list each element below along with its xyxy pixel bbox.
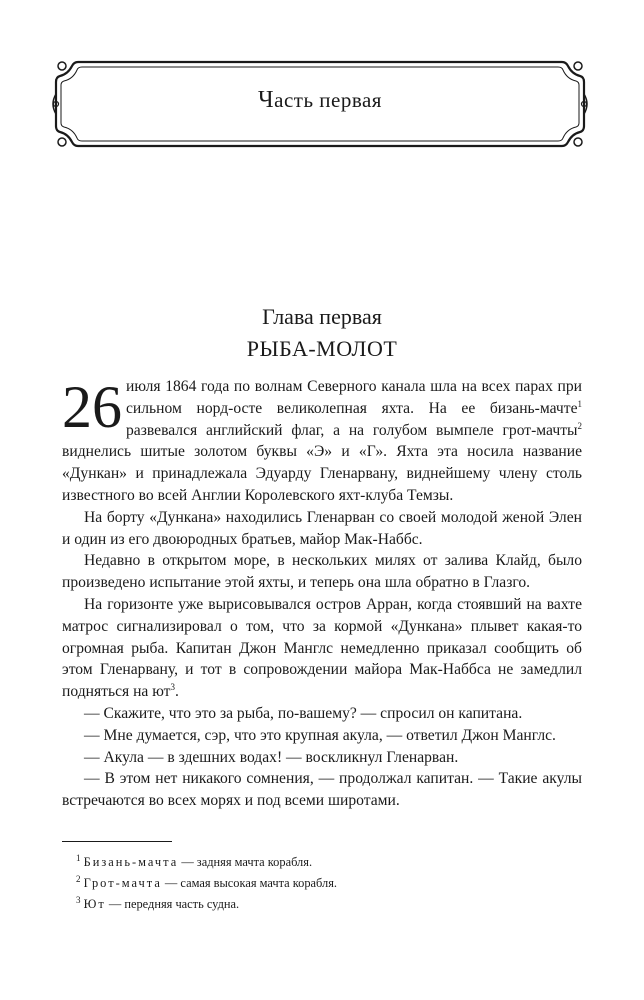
paragraph: 26 июля 1864 года по волнам Северного канала шла на всех парах при сильном норд-осте великолепная яхта. На ее бизань-мачте$^1$ развевался английский флаг, а на голубом вымпеле грот-мачты$^2$ виднелись шитые золотом буквы «Э» и «Г». Яхта эта носила название «Дункан» и принадлежала Эдуарду Гленарвану, виднейшему члену столь известного во всей Англии Королевского яхт-клуба Темзы. — [62, 374, 582, 504]
part-title: Часть первая — [258, 87, 382, 113]
footnote-divider — [62, 841, 172, 842]
body-text — [62, 376, 582, 812]
paragraph: На борту «Дункана» находились Гленарван со своей молодой женой Элен и один из его двоюродных братьев, майор Мак-Наббс. — [62, 508, 582, 548]
paragraph: — Акула — в здешних водах! — воскликнул Гленарван. — [84, 748, 459, 766]
ornamental-frame — [52, 56, 588, 152]
drop-cap: 26 — [62, 374, 122, 440]
footnote-ref: 3 — [170, 681, 175, 692]
footnote-ref: 2 — [577, 420, 582, 431]
footnotes — [76, 852, 576, 915]
paragraph: — Мне думается, сэр, что это крупная акула, — ответил Джон Манглс. — [84, 726, 556, 744]
chapter-title: РЫБА-МОЛОТ — [246, 336, 398, 361]
footnote-ref: 1 — [577, 398, 582, 409]
paragraph: — В этом нет никакого сомнения, — продолжал капитан. — Такие акулы встречаются во всех морях и под всеми широтами. — [62, 770, 582, 810]
footnote: $^2$ Грот-мачта — самая высокая мачта корабля. — [76, 873, 338, 890]
footnote: $^1$ Бизань-мачта — задняя мачта корабля. — [76, 852, 313, 869]
paragraph: — Скажите, что это за рыба, по-вашему? — спросил он капитана. — [84, 704, 523, 722]
footnote: $^3$ Ют — передняя часть судна. — [76, 894, 240, 911]
chapter-number: Глава первая — [262, 304, 382, 329]
paragraph: На горизонте уже вырисовывался остров Арран, когда стоявший на вахте матрос сигнализировал о том, что за кормой «Дункана» плывет какая-то огромная рыба. Капитан Джон Манглс немедленно приказал сообщить об этом Гленарвану, и тот в сопровождении майора Мак-Наббса не замедлил подняться на $ют^3$. — [62, 595, 582, 701]
paragraph: Недавно в открытом море, в нескольких милях от залива Клайд, было произведено испытание этой яхты, и теперь она шла обратно в Глазго. — [62, 552, 582, 592]
